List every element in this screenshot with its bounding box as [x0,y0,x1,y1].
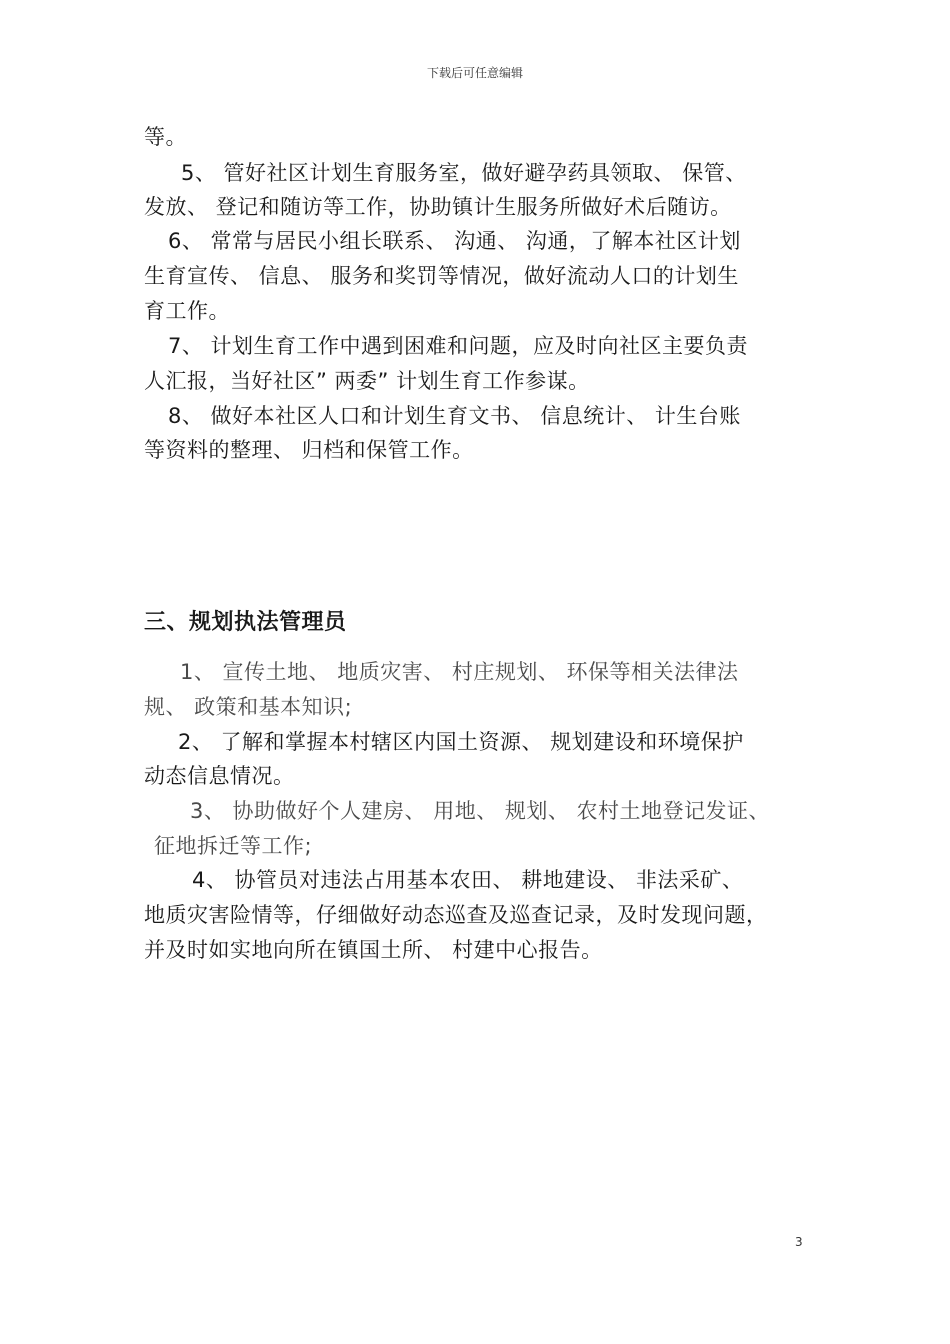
paragraph-line: 规、 政策和基本知识; [144,695,353,719]
paragraph-line: 等资料的整理、 归档和保管工作。 [144,438,474,462]
paragraph-line: 等。 [144,125,187,149]
paragraph-line: 6、 常常与居民小组长联系、 沟通、 沟通，了解本社区计划 [168,229,741,253]
paragraph-line: 并及时如实地向所在镇国土所、 村建中心报告。 [144,938,603,962]
paragraph-line: 1、 宣传土地、 地质灾害、 村庄规划、 环保等相关法律法 [180,660,739,684]
paragraph-line: 育工作。 [144,299,230,323]
paragraph-line: 8、 做好本社区人口和计划生育文书、 信息统计、 计生台账 [168,404,741,428]
paragraph-line: 发放、 登记和随访等工作，协助镇计生服务所做好术后随访。 [144,195,732,219]
paragraph-line: 4、 协管员对违法占用基本农田、 耕地建设、 非法采矿、 [192,868,744,892]
paragraph-line: 7、 计划生育工作中遇到困难和问题，应及时向社区主要负责 [168,334,749,358]
paragraph-line: 人汇报，当好社区” 两委” 计划生育工作参谋。 [144,369,590,393]
paragraph-line: 5、 管好社区计划生育服务室，做好避孕药具领取、 保管、 [181,161,747,185]
page-number: 3 [795,1235,803,1249]
paragraph-line: 生育宣传、 信息、 服务和奖罚等情况，做好流动人口的计划生 [144,264,739,288]
paragraph-line: 2、 了解和掌握本村辖区内国土资源、 规划建设和环境保护 [178,730,744,754]
paragraph-line: 3、 协助做好个人建房、 用地、 规划、 农村土地登记发证、 [190,799,771,823]
page-header: 下载后可任意编辑 [426,66,523,80]
paragraph-line: 动态信息情况。 [144,764,295,788]
section-title: 三、规划执法管理员 [144,610,347,635]
paragraph-line: 征地拆迁等工作; [154,834,313,858]
paragraph-line: 地质灾害险情等，仔细做好动态巡查及巡查记录，及时发现问题， [144,903,768,927]
